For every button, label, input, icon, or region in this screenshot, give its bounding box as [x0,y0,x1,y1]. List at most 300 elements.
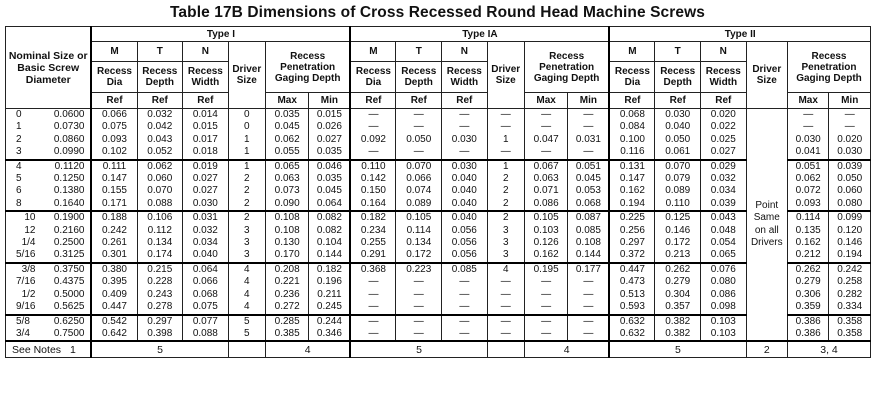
value: — [500,276,511,288]
value: — [844,109,855,120]
value: 0.279 [665,276,691,288]
value: 0.212 [795,249,821,261]
value: 0.014 [192,109,218,120]
cell-t2-t [655,211,701,263]
value: 0.040 [451,173,477,185]
value: — [459,327,470,339]
value: 0.196 [316,276,342,288]
cell-t1-min [309,160,350,212]
cell-ta-min [568,315,610,342]
value: 0.030 [795,133,821,145]
value: — [583,109,594,120]
value: 0.225 [619,212,645,224]
value: 0.213 [665,249,691,261]
recess-width-type-ii: Recess Width [701,62,747,93]
basic-diameter: 0.1250 [53,173,85,185]
value: 3 [244,237,250,249]
value: 0.208 [274,263,300,275]
value: 0.108 [274,224,300,236]
value: — [583,276,594,288]
cell-t1-t [137,315,183,342]
value: 5 [244,315,250,327]
value: — [541,288,552,300]
value: 0.056 [451,224,477,236]
cell-ta-m [350,263,396,315]
value: 0.357 [665,301,691,313]
value: 0.380 [101,263,127,275]
value: — [583,288,594,300]
value: 0.026 [316,121,342,133]
cell-t1-n [183,263,229,315]
cell-ta-t [396,263,442,315]
nominal-size: 5/16 [16,249,36,261]
value: — [583,121,594,133]
value: 0.195 [533,263,559,275]
value: 0.194 [619,197,645,209]
value: 0.382 [665,315,691,327]
value: 0.093 [101,133,127,145]
col-n-type-ia: N [442,42,488,62]
cell-ta-max [524,160,568,212]
basic-diameter: 0.1120 [54,160,85,172]
basic-diameter: 0.2160 [53,224,85,236]
cell-ta-n [442,109,488,160]
value: 0.334 [837,301,863,313]
value: 0.018 [192,146,218,158]
recess-depth-type-i: Recess Depth [137,62,183,93]
value: 1 [244,133,250,145]
cell-t2-m [609,315,655,342]
value: 0.297 [619,237,645,249]
value: 0.039 [710,197,736,209]
value: 0.182 [316,263,342,275]
cell-t2-max [787,263,828,315]
value: 0.632 [619,315,645,327]
value: 0.114 [796,212,821,224]
value: 0.015 [192,121,218,133]
cell-t1-m [91,109,137,160]
value: 0.234 [360,224,386,236]
value: 0.075 [101,121,127,133]
value: 0.112 [147,224,172,236]
value: 0.079 [665,173,691,185]
value: 0.194 [837,249,863,261]
cell-t2-m [609,160,655,212]
value: — [368,146,379,158]
cell-ta-n [442,211,488,263]
cell-ta-min [568,211,610,263]
value: — [803,121,814,133]
recess-pen-type-i: Recess Penetration Gaging Depth [265,42,350,93]
value: — [541,315,552,327]
value: 0.030 [665,109,691,120]
value: 0.062 [795,173,821,185]
value: 0.386 [795,315,821,327]
value: 0.358 [837,327,863,339]
value: 0.070 [665,160,691,172]
value: — [500,109,511,120]
col-t-type-ia: T [396,42,442,62]
cell-ta-m [350,315,396,342]
cell-t2-t [655,160,701,212]
value: 3 [502,249,509,261]
value: 0.020 [837,133,863,145]
cell-t1-drv [228,160,265,212]
basic-diameter: 0.3750 [53,263,85,275]
value: 0.041 [795,146,821,158]
max-label: Max [787,93,828,109]
cell-t1-m [91,315,137,342]
basic-diameter: 0.3125 [53,249,85,261]
value: 0.359 [795,301,821,313]
value: — [541,146,552,158]
value: 0.104 [316,237,342,249]
cell-ta-n [442,263,488,315]
value: 3 [244,249,250,261]
cell-ta-drv [487,315,524,342]
value: 0.170 [274,249,300,261]
value: 0.064 [192,263,218,275]
ref-label: Ref [137,93,183,109]
value: — [413,315,424,327]
note-type-i-dims: 5 [91,341,228,358]
value: 1 [244,146,250,158]
recess-width-type-ia: Recess Width [442,62,488,93]
value: 0.120 [837,224,863,236]
note-type-ii-pen: 3, 4 [787,341,870,358]
value: 1 [244,160,250,172]
cell-ta-drv [487,109,524,160]
value: 0.051 [575,160,601,172]
type-ia-header: Type IA [350,27,609,42]
cell-t1-min [309,263,350,315]
value: 0.092 [360,133,386,145]
value: 0.105 [406,212,432,224]
value: 0.031 [192,212,218,224]
value: 0.144 [575,249,601,261]
value: 0.087 [575,212,601,224]
value: 0.045 [274,121,300,133]
basic-diameter: 0.0860 [53,133,85,145]
value: 0.043 [147,133,173,145]
cell-t2-max [787,211,828,263]
value: 0.074 [406,185,432,197]
value: — [413,276,424,288]
value: 0.027 [192,185,218,197]
cell-t1-n [183,211,229,263]
value: 0.110 [361,160,386,172]
basic-diameter: 0.1900 [53,212,85,224]
value: 0.050 [665,133,691,145]
value: 0.088 [192,327,218,339]
value: 0.056 [451,249,477,261]
value: 0.188 [101,212,127,224]
ref-label: Ref [183,93,229,109]
basic-diameter: 0.2500 [53,237,85,249]
cell-t2-n [701,109,747,160]
cell-ta-drv [487,160,524,212]
ref-label: Ref [609,93,655,109]
value: 0.162 [619,185,645,197]
nominal-size-header: Nominal Size or Basic Screw Diameter [6,27,92,109]
nominal-size: 5 [16,173,22,185]
value: 0.062 [274,133,300,145]
note-type-ii-dims: 5 [609,341,746,358]
basic-diameter: 0.1380 [53,185,85,197]
value: 0.080 [710,276,736,288]
value: 0.182 [360,212,386,224]
value: — [500,301,511,313]
value: 0.282 [837,288,863,300]
value: 0.082 [316,224,342,236]
value: — [583,315,594,327]
cell-t1-t [137,109,183,160]
driver-size-type-i: Driver Size [228,42,265,109]
recess-pen-type-ii: Recess Penetration Gaging Depth [787,42,870,93]
value: 0.071 [533,185,559,197]
cell-ta-max [524,315,568,342]
max-label: Max [524,93,568,109]
value: 0.297 [147,315,173,327]
value: 0.106 [147,212,173,224]
value: 0.051 [795,160,821,172]
col-t-type-i: T [137,42,183,62]
value: — [459,121,470,133]
cell-ta-t [396,211,442,263]
note-type-ii-driver: 2 [746,341,787,358]
value: 0.164 [360,197,386,209]
cell-t2-n [701,160,747,212]
value: — [413,109,424,120]
value: — [459,109,470,120]
value: 0.040 [451,185,477,197]
value: 0.382 [665,327,691,339]
value: 2 [502,212,509,224]
value: 0.082 [316,212,342,224]
value: 0.040 [451,212,477,224]
value: 2 [244,197,250,209]
value: 0.105 [533,212,559,224]
value: 0.447 [619,263,645,275]
driver-note-text: Point Same on all Drivers [750,199,783,249]
value: — [500,288,511,300]
value: 4 [502,263,509,275]
value: 0.035 [316,146,342,158]
value: — [413,121,424,133]
value: 0.108 [274,212,300,224]
ref-label: Ref [701,93,747,109]
value: 0.045 [575,173,601,185]
value: — [500,146,511,158]
min-label: Min [309,93,350,109]
value: 0.174 [147,249,173,261]
value: 0.134 [147,237,173,249]
cell-t1-min [309,109,350,160]
value: 0.125 [665,212,691,224]
cell-t2-n [701,211,747,263]
value: 0.304 [665,288,691,300]
cell-ta-max [524,263,568,315]
cell-ta-min [568,109,610,160]
value: 0.027 [316,133,342,145]
value: 2 [502,173,509,185]
value: 0.368 [360,263,386,275]
value: 0.045 [316,185,342,197]
value: 0.346 [316,327,342,339]
value: 0.025 [710,133,736,145]
cell-t1-max [265,315,309,342]
value: 4 [244,276,250,288]
value: 2 [244,212,250,224]
cell-ta-t [396,160,442,212]
nominal-size: 2 [16,133,22,145]
cell-t2-t [655,315,701,342]
value: 0.030 [192,197,218,209]
value: 0.032 [710,173,736,185]
value: — [541,301,552,313]
value: 0.066 [101,109,127,120]
value: 0.285 [274,315,300,327]
recess-pen-type-ia: Recess Penetration Gaging Depth [524,42,609,93]
value: 0.131 [619,160,645,172]
nominal-size-cell [6,263,92,315]
value: 0.075 [192,301,218,313]
size-group-row [6,109,871,160]
value: 0.632 [619,327,645,339]
value: 3 [244,224,250,236]
value: 0.513 [619,288,645,300]
value: 0.030 [451,133,477,145]
cell-t1-drv [228,211,265,263]
cell-t2-min [829,211,871,263]
value: 0.050 [837,173,863,185]
cell-t1-min [309,315,350,342]
value: 0.306 [795,288,821,300]
value: 0.134 [406,237,432,249]
value: 0.223 [406,263,432,275]
cell-ta-m [350,160,396,212]
cell-ta-m [350,109,396,160]
driver-size-type-ia: Driver Size [487,42,524,109]
value: — [368,327,379,339]
value: 0.409 [101,288,127,300]
basic-diameter: 0.1640 [53,197,85,209]
cell-t2-m [609,109,655,160]
value: 0.262 [795,263,821,275]
cell-ta-n [442,160,488,212]
value: — [583,327,594,339]
nominal-size: 3 [16,146,22,158]
col-m-type-i: M [91,42,137,62]
value: 0.089 [406,197,432,209]
nominal-size: 3/8 [21,263,36,275]
ref-label: Ref [91,93,137,109]
value: 0.236 [274,288,300,300]
ref-label: Ref [442,93,488,109]
type-ii-driver-note [746,109,787,342]
value: 0.027 [710,146,736,158]
cell-t2-m [609,211,655,263]
value: — [368,109,379,120]
value: 0.261 [101,237,127,249]
value: 0.068 [619,109,645,120]
cell-t1-t [137,263,183,315]
value: 0.146 [837,237,863,249]
value: 0.108 [575,237,601,249]
size-group-row [6,315,871,342]
value: 3 [502,224,509,236]
nominal-size: 0 [16,109,22,120]
cell-ta-max [524,109,568,160]
cell-ta-t [396,109,442,160]
value: 0.066 [192,276,218,288]
nominal-size-cell [6,109,92,160]
nominal-size: 9/16 [16,301,36,313]
cell-t2-max [787,109,828,160]
value: 1 [502,133,509,145]
value: 0.030 [837,146,863,158]
value: 2 [502,185,509,197]
cell-t1-max [265,263,309,315]
value: 0.385 [274,327,300,339]
col-t-type-ii: T [655,42,701,62]
value: 0.244 [316,315,342,327]
value: — [368,301,379,313]
cell-t1-drv [228,109,265,160]
cell-t2-max [787,160,828,212]
value: 0.147 [101,173,127,185]
value: 0.066 [406,173,432,185]
value: 0.256 [619,224,645,236]
cell-ta-min [568,160,610,212]
nominal-size: 12 [24,224,36,236]
value: 0.177 [575,263,601,275]
value: 0.221 [274,276,300,288]
value: 0.086 [533,197,559,209]
value: 0.215 [147,263,173,275]
value: — [541,121,552,133]
value: 0.098 [710,301,736,313]
cell-t1-t [137,211,183,263]
value: 0.162 [533,249,559,261]
cell-t1-n [183,315,229,342]
value: 0.147 [619,173,645,185]
cell-t1-min [309,211,350,263]
value: 0.093 [795,197,821,209]
value: 0.258 [837,276,863,288]
cell-t2-m [609,263,655,315]
value: — [368,276,379,288]
type-ii-header: Type II [609,27,870,42]
value: 0.085 [575,224,601,236]
value: 0.040 [192,249,218,261]
nominal-size: 8 [16,197,22,209]
nominal-size-cell [6,211,92,263]
nominal-size: 3/4 [16,327,30,339]
value: 0.126 [533,237,559,249]
value: — [541,276,552,288]
ref-label: Ref [350,93,396,109]
value: 2 [502,197,509,209]
value: 0.171 [101,197,127,209]
value: 0.155 [101,185,127,197]
value: 0.146 [665,224,691,236]
value: — [803,109,814,120]
value: 0.080 [837,197,863,209]
value: — [583,146,594,158]
value: 0.020 [710,109,736,120]
value: 0.542 [101,315,127,327]
